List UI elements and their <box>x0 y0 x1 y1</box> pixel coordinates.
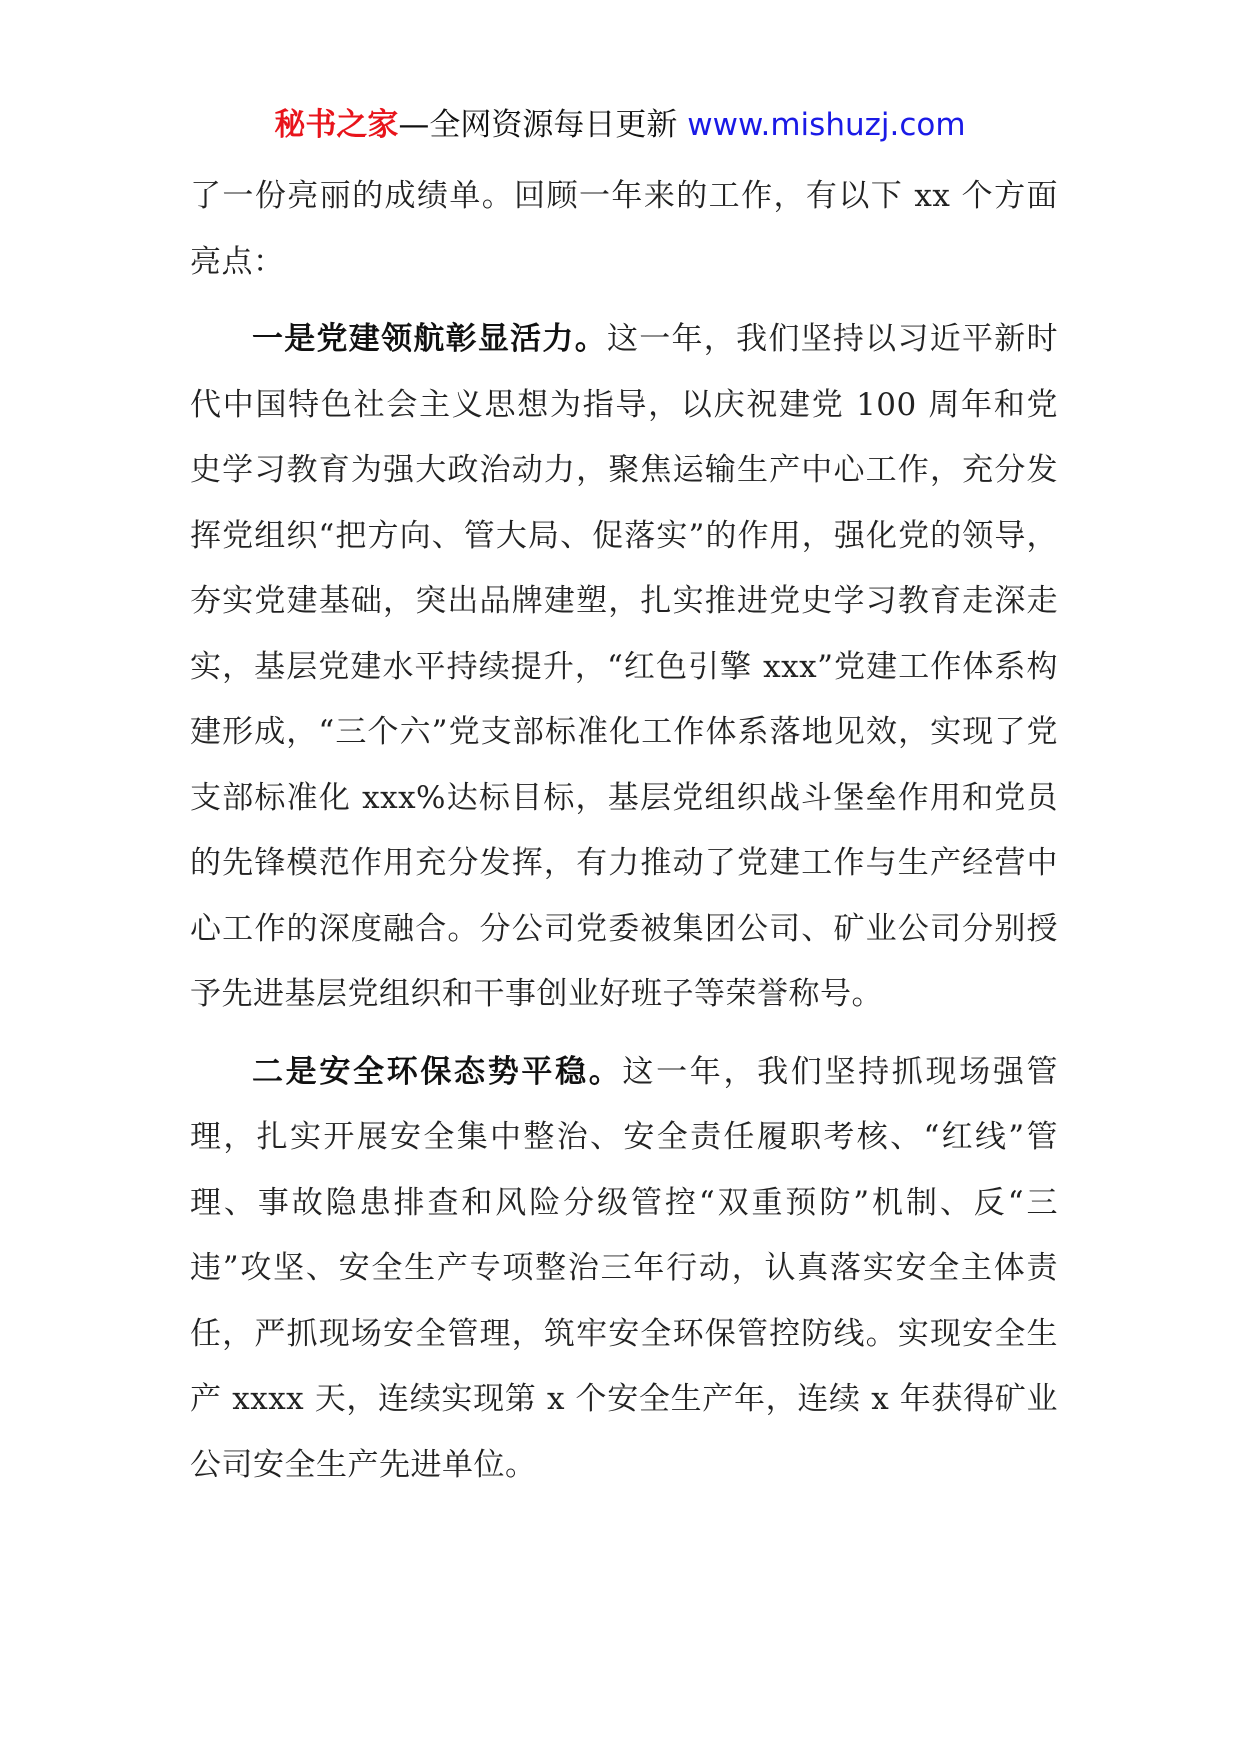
paragraph-lead: 二是安全环保态势平稳。 <box>252 1053 623 1090</box>
paragraph-text: 这一年，我们坚持抓现场强管理，扎实开展安全集中整治、安全责任履职考核、“红线”管理、事故隐患排查和风险分级管控“双重预防”机制、反“三违”攻坚、安全生产专项整治三年行动，认真落实安全主体责任，严抓现场安全管理，筑牢安全环保管控防线。实现安全生产 xxxx 天，连续实现第 x 个安全生产年，连续 x 年获得矿业公司安全生产先进单位。 <box>190 1053 1059 1483</box>
paragraph-text: 这一年，我们坚持以习近平新时代中国特色社会主义思想为指导，以庆祝建党 100 周年和党史学习教育为强大政治动力，聚焦运输生产中心工作，充分发挥党组织“把方向、管大局、促落实”的作用，强化党的领导，夯实党建基础，突出品牌建塑，扎实推进党史学习教育走深走实，基层党建水平持续提升，“红色引擎 xxx”党建工作体系构建形成，“三个六”党支部标准化工作体系落地见效，实现了党支部标准化 xxx%达标目标，基层党组织战斗堡垒作用和党员的先锋模范作用充分发挥，有力推动了党建工作与生产经营中心工作的深度融合。分公司党委被集团公司、矿业公司分别授予先进基层党组织和干事创业好班子等荣誉称号。 <box>190 321 1059 1012</box>
brand-name: 秘书之家 <box>274 107 399 143</box>
document-body <box>190 164 1058 1498</box>
paragraph-safety <box>190 1040 1058 1499</box>
paragraph-lead: 一是党建领航彰显活力。 <box>252 321 607 357</box>
paragraph-party-building <box>190 307 1058 1028</box>
header-slogan: —全网资源每日更新 <box>398 107 678 143</box>
page-header <box>0 100 1240 150</box>
paragraph-continuation <box>190 164 1058 295</box>
website-link[interactable]: www.mishuzj.com <box>687 107 966 143</box>
paragraph-text: 了一份亮丽的成绩单。回顾一年来的工作，有以下 xx 个方面亮点： <box>190 178 1058 280</box>
